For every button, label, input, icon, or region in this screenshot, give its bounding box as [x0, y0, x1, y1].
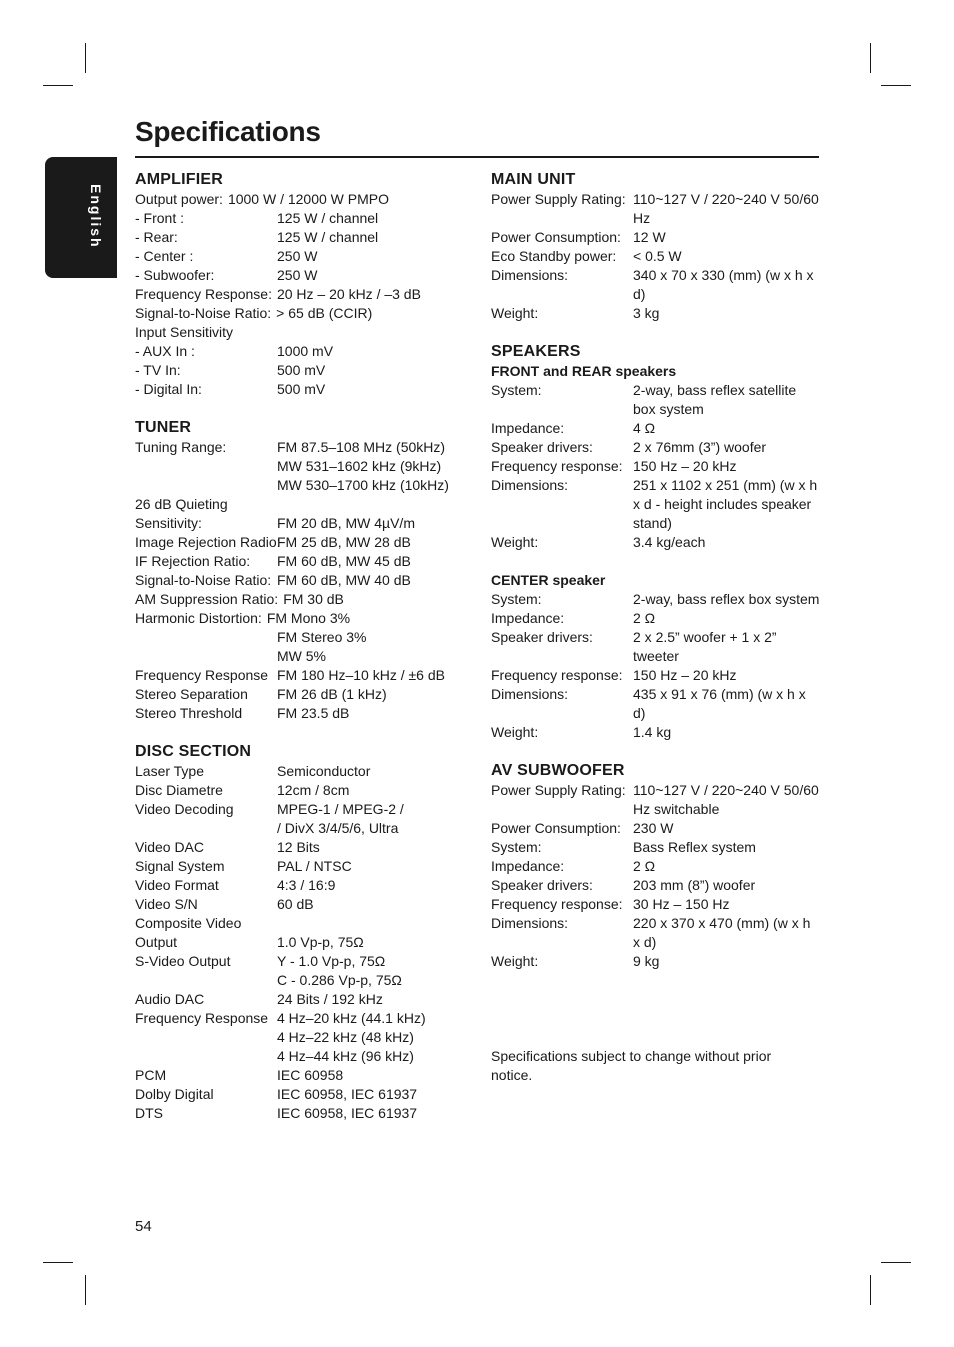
spec-label: - Digital In: — [135, 381, 202, 397]
spec-value: IEC 60958, IEC 61937 — [277, 1086, 418, 1102]
spec-value: 12 W — [633, 229, 666, 245]
spec-value: 2 Ω — [633, 858, 656, 874]
spec-row — [491, 533, 821, 552]
spec-row — [135, 342, 475, 361]
spec-row — [135, 876, 475, 895]
spec-value: MPEG-1 / MPEG-2 / — [277, 801, 404, 817]
crop-mark — [870, 43, 871, 73]
spec-label: Harmonic Distortion: — [135, 610, 262, 626]
spec-label: Impedance: — [491, 858, 565, 874]
spec-value: 12cm / 8cm — [277, 782, 350, 798]
spec-row — [135, 552, 475, 571]
spec-value: 500 mV — [277, 381, 326, 397]
section-subwoofer — [491, 761, 821, 971]
spec-label: Sensitivity: — [135, 515, 202, 531]
spec-value: 435 x 91 x 76 (mm) (w x h x d) — [633, 686, 806, 721]
spec-label: Dimensions: — [491, 686, 569, 702]
section-heading: SPEAKERS — [491, 343, 581, 360]
spec-value: 150 Hz – 20 kHz — [633, 458, 737, 474]
spec-label: Frequency response: — [491, 458, 623, 474]
spec-value: FM 26 dB (1 kHz) — [277, 686, 387, 702]
spec-value: FM 60 dB, MW 40 dB — [277, 572, 411, 588]
spec-row — [135, 190, 475, 209]
spec-value: MW 530–1700 kHz (10kHz) — [277, 477, 449, 493]
spec-label: Speaker drivers: — [491, 877, 593, 893]
spec-row — [135, 266, 475, 285]
spec-value: FM Mono 3% — [266, 610, 351, 626]
spec-row — [135, 971, 475, 990]
spec-row — [491, 628, 821, 666]
spec-label — [135, 1047, 277, 1066]
spec-row — [491, 247, 821, 266]
spec-value: FM 23.5 dB — [277, 705, 350, 721]
spec-list — [491, 781, 821, 971]
spec-value: 2 Ω — [633, 610, 656, 626]
spec-row — [491, 876, 821, 895]
spec-label: Output power: — [135, 191, 223, 207]
crop-mark — [43, 1262, 73, 1263]
spec-row — [491, 819, 821, 838]
spec-row — [491, 438, 821, 457]
spec-label: Video DAC — [135, 839, 205, 855]
spec-row — [135, 1009, 475, 1028]
spec-row — [135, 247, 475, 266]
spec-label: - Subwoofer: — [135, 267, 215, 283]
spec-list — [135, 762, 475, 1123]
spec-row — [135, 380, 475, 399]
spec-label — [135, 971, 277, 990]
spec-label: Video Format — [135, 877, 219, 893]
spec-label: Stereo Separation — [135, 686, 248, 702]
spec-label: Composite Video — [135, 915, 242, 931]
title-rule — [135, 156, 819, 158]
spec-row — [491, 952, 821, 971]
section-heading: AV SUBWOOFER — [491, 762, 625, 779]
spec-label: Dimensions: — [491, 267, 569, 283]
spec-label: Weight: — [491, 953, 539, 969]
spec-value: PAL / NTSC — [277, 858, 352, 874]
spec-row — [135, 209, 475, 228]
spec-label: System: — [491, 382, 542, 398]
spec-row — [491, 381, 821, 419]
spec-label: - AUX In : — [135, 343, 195, 359]
subsection-heading: FRONT and REAR speakers — [491, 363, 677, 379]
spec-row — [491, 476, 821, 533]
right-column — [491, 170, 821, 971]
spec-row — [135, 1066, 475, 1085]
spec-row — [491, 914, 821, 952]
spec-value: C - 0.286 Vp-p, 75Ω — [277, 972, 402, 988]
spec-value: 500 mV — [277, 362, 326, 378]
crop-mark — [85, 1275, 86, 1305]
spec-label: Frequency Response — [135, 667, 269, 683]
spec-row — [135, 285, 475, 304]
spec-value: 110~127 V / 220~240 V 50/60 Hz switchable — [633, 782, 819, 817]
spec-row — [491, 781, 821, 819]
spec-row — [135, 762, 475, 781]
spec-label: Disc Diametre — [135, 782, 223, 798]
spec-value: 30 Hz – 150 Hz — [633, 896, 730, 912]
section-heading: DISC SECTION — [135, 743, 252, 760]
spec-row — [491, 228, 821, 247]
spec-row — [491, 304, 821, 323]
spec-row — [491, 590, 821, 609]
subsection-heading: CENTER speaker — [491, 572, 606, 588]
spec-row — [135, 438, 475, 457]
section-heading: TUNER — [135, 419, 192, 436]
spec-row — [135, 895, 475, 914]
spec-label: Impedance: — [491, 610, 565, 626]
spec-value: 20 Hz – 20 kHz / –3 dB — [276, 286, 421, 302]
spec-label: Power Consumption: — [491, 229, 621, 245]
spec-row — [135, 1028, 475, 1047]
spec-value: 3.4 kg/each — [633, 534, 706, 550]
spec-label — [135, 628, 277, 647]
section-heading: AMPLIFIER — [135, 171, 224, 188]
left-column — [135, 170, 475, 1123]
page-title: Specifications — [135, 116, 321, 147]
spec-value: 1000 mV — [277, 343, 334, 359]
spec-row — [491, 609, 821, 628]
crop-mark — [870, 1275, 871, 1305]
spec-label: AM Suppression Ratio: — [135, 591, 279, 607]
spec-row — [135, 628, 475, 647]
spec-label — [135, 819, 277, 838]
spec-value: > 65 dB (CCIR) — [276, 305, 373, 321]
spec-value: MW 5% — [277, 648, 326, 664]
spec-row — [135, 1104, 475, 1123]
spec-label: Laser Type — [135, 763, 205, 779]
spec-value: 60 dB — [277, 896, 314, 912]
spec-row — [135, 1085, 475, 1104]
spec-value: FM 20 dB, MW 4µV/m — [277, 515, 415, 531]
spec-label: Weight: — [491, 724, 539, 740]
spec-label: - TV In: — [135, 362, 181, 378]
spec-value: 2-way, bass reflex satellite box system — [633, 382, 797, 417]
spec-row — [135, 495, 475, 514]
spec-row — [491, 723, 821, 742]
spec-label: System: — [491, 839, 542, 855]
spec-list — [491, 190, 821, 323]
spec-value: Semiconductor — [277, 763, 371, 779]
spec-row — [135, 457, 475, 476]
spec-label: Frequency response: — [491, 667, 623, 683]
spec-label: Dimensions: — [491, 477, 569, 493]
spec-row — [135, 933, 475, 952]
spec-label: Power Consumption: — [491, 820, 621, 836]
spec-row — [135, 647, 475, 666]
crop-mark — [85, 43, 86, 73]
language-tab-label: English — [88, 184, 104, 249]
spec-list — [135, 190, 475, 399]
spec-value: FM 25 dB, MW 28 dB — [277, 534, 411, 550]
spec-value: Bass Reflex system — [633, 839, 756, 855]
spec-value: 2-way, bass reflex box system — [633, 591, 820, 607]
spec-value — [277, 914, 475, 933]
spec-value: 110~127 V / 220~240 V 50/60 Hz — [633, 191, 819, 226]
spec-row — [491, 266, 821, 304]
spec-label: Eco Standby power: — [491, 248, 617, 264]
spec-row — [135, 914, 475, 933]
spec-list — [491, 381, 821, 552]
spec-list — [491, 590, 821, 742]
spec-value: 250 W — [277, 248, 318, 264]
spec-value: 220 x 370 x 470 (mm) (w x h x d) — [633, 915, 811, 950]
spec-label: Signal-to-Noise Ratio: — [135, 305, 272, 321]
spec-value: 4 Hz–20 kHz (44.1 kHz) — [277, 1010, 426, 1026]
spec-value: 203 mm (8”) woofer — [633, 877, 756, 893]
spec-label: - Rear: — [135, 229, 178, 245]
spec-row — [135, 800, 475, 819]
spec-value: FM 87.5–108 MHz (50kHz) — [277, 439, 446, 455]
spec-row — [135, 685, 475, 704]
spec-label: S-Video Output — [135, 953, 231, 969]
spec-value: 150 Hz – 20 kHz — [633, 667, 737, 683]
spec-row — [491, 838, 821, 857]
spec-label: Output — [135, 934, 178, 950]
spec-label: - Front : — [135, 210, 185, 226]
crop-mark — [43, 85, 73, 86]
spec-label — [135, 1028, 277, 1047]
section-tuner — [135, 418, 475, 723]
spec-value: MW 531–1602 kHz (9kHz) — [277, 458, 442, 474]
spec-value: < 0.5 W — [633, 248, 682, 264]
spec-label: 26 dB Quieting — [135, 496, 228, 512]
spec-row — [135, 838, 475, 857]
spec-label: Frequency Response: — [135, 286, 272, 302]
section-speakers — [491, 342, 821, 742]
spec-label: Frequency Response — [135, 1010, 269, 1026]
spec-label: Signal-to-Noise Ratio: — [135, 572, 272, 588]
spec-value: FM 60 dB, MW 45 dB — [277, 553, 411, 569]
spec-row — [135, 857, 475, 876]
spec-label: Input Sensitivity — [135, 324, 234, 340]
spec-row — [135, 323, 475, 342]
spec-value: 4 Ω — [633, 420, 656, 436]
spec-value: 2 x 76mm (3”) woofer — [633, 439, 767, 455]
spec-label: Weight: — [491, 534, 539, 550]
spec-value: 4 Hz–44 kHz (96 kHz) — [277, 1048, 414, 1064]
spec-label: Tuning Range: — [135, 439, 227, 455]
spec-label: Impedance: — [491, 420, 565, 436]
spec-row — [135, 590, 475, 609]
spec-value — [277, 495, 475, 514]
spec-label — [135, 647, 277, 666]
spec-value: Y - 1.0 Vp-p, 75Ω — [277, 953, 386, 969]
spec-label: Stereo Threshold — [135, 705, 243, 721]
spec-row — [135, 514, 475, 533]
spec-value: 230 W — [633, 820, 674, 836]
page-number: 54 — [135, 1218, 152, 1235]
spec-value: FM 30 dB — [283, 591, 344, 607]
spec-value: 4:3 / 16:9 — [277, 877, 336, 893]
spec-value: 251 x 1102 x 251 (mm) (w x h x d - height includes speaker stand) — [633, 477, 818, 531]
spec-row — [135, 361, 475, 380]
spec-row — [135, 819, 475, 838]
spec-label: Power Supply Rating: — [491, 191, 626, 207]
spec-value — [277, 323, 475, 342]
spec-value: 1000 W / 12000 W PMPO — [227, 191, 390, 207]
spec-label: Image Rejection Radio: — [135, 534, 281, 550]
spec-row — [491, 895, 821, 914]
spec-value: 1.4 kg — [633, 724, 672, 740]
spec-label: Signal System — [135, 858, 225, 874]
spec-label: Audio DAC — [135, 991, 205, 1007]
spec-label: PCM — [135, 1067, 167, 1083]
spec-value: IEC 60958, IEC 61937 — [277, 1105, 418, 1121]
spec-row — [135, 609, 475, 628]
spec-value: 1.0 Vp-p, 75Ω — [277, 934, 364, 950]
section-amplifier — [135, 170, 475, 399]
crop-mark — [881, 85, 911, 86]
spec-value: 9 kg — [633, 953, 660, 969]
spec-list — [135, 438, 475, 723]
spec-row — [135, 533, 475, 552]
spec-value: 24 Bits / 192 kHz — [277, 991, 383, 1007]
spec-row — [135, 571, 475, 590]
spec-label: Dolby Digital — [135, 1086, 214, 1102]
spec-row — [135, 666, 475, 685]
spec-value: 340 x 70 x 330 (mm) (w x h x d) — [633, 267, 814, 302]
spec-row — [491, 419, 821, 438]
spec-label — [135, 457, 277, 476]
language-tab — [45, 157, 117, 278]
spec-value: 12 Bits — [277, 839, 320, 855]
spec-row — [491, 666, 821, 685]
spec-label: Video Decoding — [135, 801, 234, 817]
spec-row — [491, 190, 821, 228]
spec-label: Frequency response: — [491, 896, 623, 912]
spec-value: / DivX 3/4/5/6, Ultra — [277, 820, 399, 836]
spec-row — [135, 704, 475, 723]
section-disc — [135, 742, 475, 1123]
spec-value: 4 Hz–22 kHz (48 kHz) — [277, 1029, 414, 1045]
spec-value: FM Stereo 3% — [277, 629, 367, 645]
spec-row — [491, 457, 821, 476]
footnote: Specifications subject to change without prior notice. — [491, 1048, 772, 1083]
spec-value: 2 x 2.5” woofer + 1 x 2” tweeter — [633, 629, 777, 664]
spec-value: 250 W — [277, 267, 318, 283]
spec-label: DTS — [135, 1105, 163, 1121]
spec-label: - Center : — [135, 248, 194, 264]
spec-label: Video S/N — [135, 896, 198, 912]
spec-label: IF Rejection Ratio: — [135, 553, 251, 569]
spec-label: Speaker drivers: — [491, 439, 593, 455]
spec-value: 3 kg — [633, 305, 660, 321]
spec-label: Weight: — [491, 305, 539, 321]
spec-value: FM 180 Hz–10 kHz / ±6 dB — [277, 667, 445, 683]
spec-label — [135, 476, 277, 495]
spec-row — [135, 990, 475, 1009]
spec-row — [135, 228, 475, 247]
spec-label: Speaker drivers: — [491, 629, 593, 645]
crop-mark — [881, 1262, 911, 1263]
spec-row — [491, 685, 821, 723]
spec-row — [135, 781, 475, 800]
spec-value: 125 W / channel — [277, 210, 379, 226]
section-heading: MAIN UNIT — [491, 171, 576, 188]
spacer — [491, 552, 821, 571]
spec-row — [491, 857, 821, 876]
spec-value: IEC 60958 — [277, 1067, 344, 1083]
spec-value: 125 W / channel — [277, 229, 379, 245]
spec-row — [135, 304, 475, 323]
spec-row — [135, 952, 475, 971]
spec-row — [135, 476, 475, 495]
section-main-unit — [491, 170, 821, 323]
spec-label: System: — [491, 591, 542, 607]
spec-label: Power Supply Rating: — [491, 782, 626, 798]
spec-label: Dimensions: — [491, 915, 569, 931]
spec-row — [135, 1047, 475, 1066]
